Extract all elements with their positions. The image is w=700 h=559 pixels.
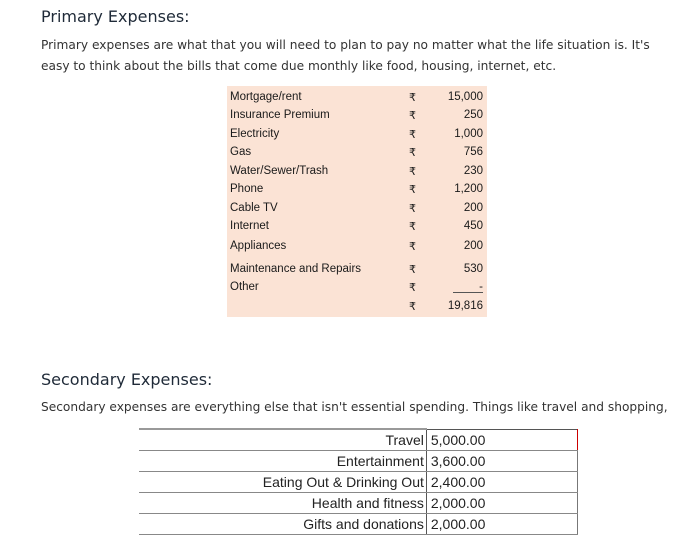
currency-symbol: ₹ — [409, 92, 416, 104]
expense-value: 230 — [463, 165, 483, 177]
expense-label: Water/Sewer/Trash — [230, 165, 329, 177]
secondary-expenses-paragraph: Secondary expenses are everything else that isn't essential spending. Things like travel and shopping, — [41, 400, 668, 414]
total-value: 19,816 — [447, 300, 483, 312]
expense-label: Travel — [139, 429, 426, 451]
currency-symbol: ₹ — [409, 184, 416, 196]
currency-symbol: ₹ — [409, 221, 416, 233]
expense-value: 2,000.00 — [426, 514, 577, 535]
currency-symbol: ₹ — [409, 110, 416, 122]
expense-value: - — [479, 281, 483, 293]
expense-row — [227, 89, 487, 107]
expense-label: Cable TV — [230, 202, 278, 214]
currency-symbol: ₹ — [409, 241, 416, 253]
currency-symbol: ₹ — [409, 129, 416, 141]
expense-label: Gas — [230, 146, 252, 158]
table-row — [139, 451, 578, 472]
expense-value: 5,000.00 — [426, 429, 577, 451]
expense-label: Gifts and donations — [139, 514, 426, 535]
table-row — [139, 493, 578, 514]
currency-symbol: ₹ — [409, 282, 416, 294]
expense-value: 530 — [463, 263, 483, 275]
expense-label: Health and fitness — [139, 493, 426, 514]
expense-row — [227, 279, 487, 297]
expense-label: Insurance Premium — [230, 109, 330, 121]
table-row — [139, 429, 578, 451]
expense-row — [227, 181, 487, 199]
expense-row — [227, 218, 487, 236]
expense-value: 2,000.00 — [426, 493, 577, 514]
expense-label: Phone — [230, 183, 264, 195]
expense-row — [227, 144, 487, 162]
expense-row — [227, 107, 487, 125]
expense-value: 15,000 — [447, 91, 483, 103]
currency-symbol: ₹ — [409, 166, 416, 178]
expense-label: Entertainment — [139, 451, 426, 472]
currency-symbol: ₹ — [409, 264, 416, 276]
paragraph-line: easy to think about the bills that come due monthly like food, housing, internet, etc. — [41, 59, 557, 73]
expense-value: 2,400.00 — [426, 472, 577, 493]
expense-value: 200 — [463, 202, 483, 214]
expense-row — [227, 163, 487, 181]
expense-value: 250 — [463, 109, 483, 121]
primary-expenses-heading: Primary Expenses: — [41, 7, 190, 26]
expense-row — [227, 126, 487, 144]
expense-label: Other — [230, 281, 259, 293]
secondary-expenses-heading: Secondary Expenses: — [41, 370, 213, 389]
expense-value: 1,200 — [454, 183, 483, 195]
expense-label: Electricity — [230, 128, 280, 140]
table-row — [139, 514, 578, 535]
primary-expenses-paragraph — [41, 35, 681, 77]
expense-label: Mortgage/rent — [230, 91, 302, 103]
table-row — [139, 472, 578, 493]
currency-symbol: ₹ — [409, 203, 416, 215]
expense-label: Appliances — [230, 240, 287, 252]
expense-label: Internet — [230, 220, 269, 232]
expense-value: 200 — [463, 240, 483, 252]
total-rule — [453, 292, 483, 293]
expense-row — [227, 200, 487, 218]
secondary-expenses-table — [139, 428, 578, 535]
paragraph-line: Primary expenses are what that you will need to plan to pay no matter what the life situation is. It's — [41, 38, 650, 52]
expense-value: 450 — [463, 220, 483, 232]
expense-value: 3,600.00 — [426, 451, 577, 472]
expense-row — [227, 261, 487, 279]
expense-label: Eating Out & Drinking Out — [139, 472, 426, 493]
currency-symbol: ₹ — [409, 301, 416, 313]
currency-symbol: ₹ — [409, 147, 416, 159]
expense-value: 756 — [463, 146, 483, 158]
expense-value: 1,000 — [454, 128, 483, 140]
total-row — [227, 298, 487, 316]
expense-row — [227, 238, 487, 256]
primary-expenses-table — [227, 86, 487, 317]
expense-label: Maintenance and Repairs — [230, 263, 362, 275]
